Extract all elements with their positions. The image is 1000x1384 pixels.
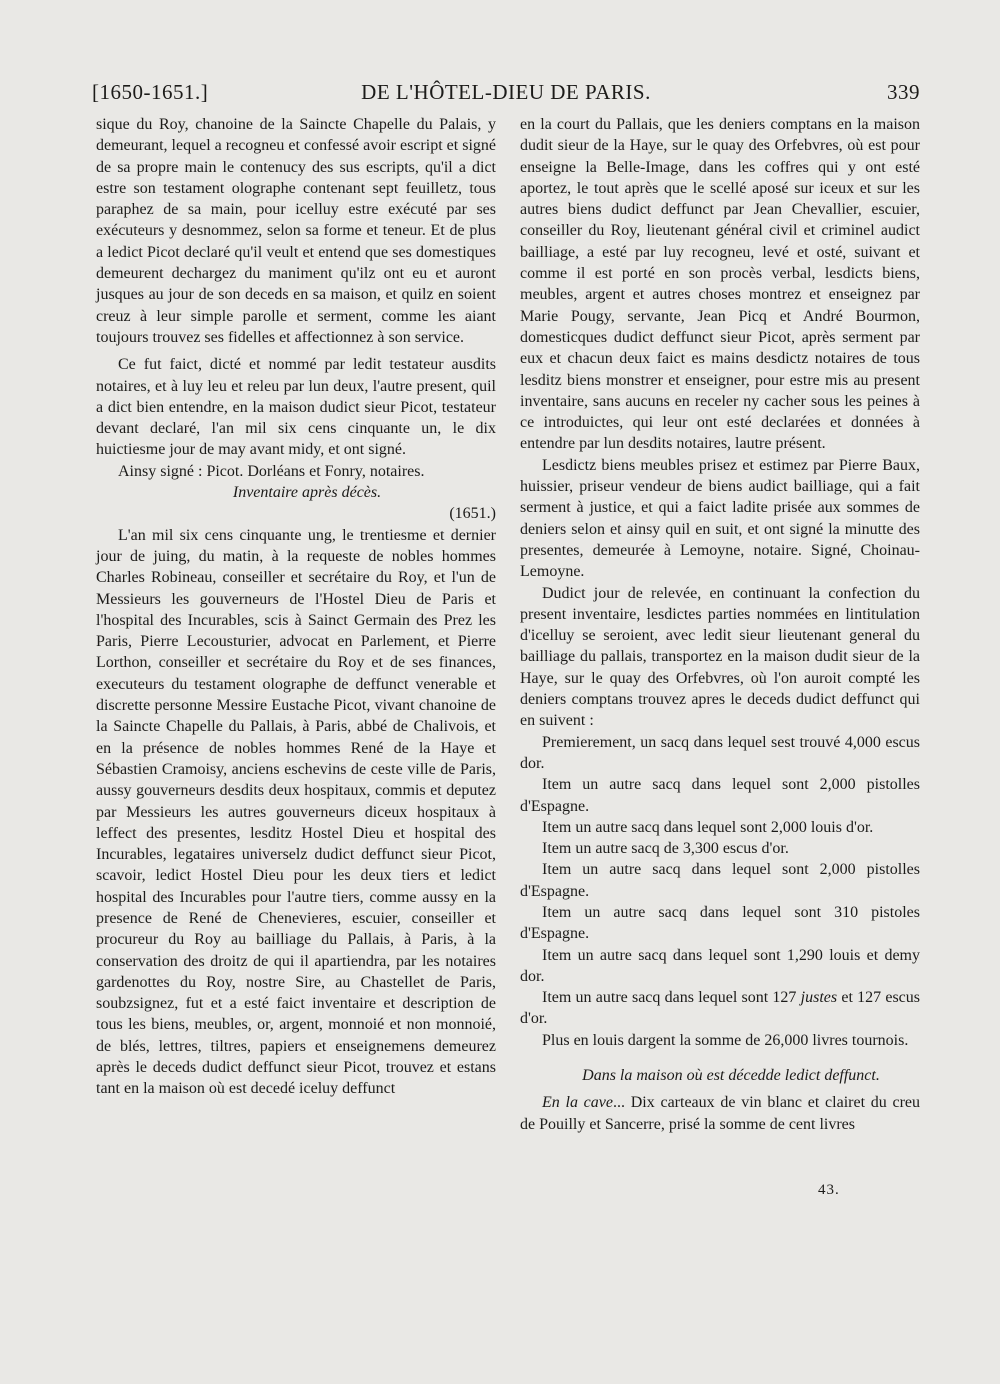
running-header	[92, 80, 920, 110]
paragraph: Ainsy signé : Picot. Dorléans et Fonry, notaires.	[118, 462, 425, 480]
paragraph: Ce fut faict, dicté et nommé par ledit testateur ausdits notaires, et à luy leu et releu par lun deux, l'autre present, quil a dict bien entendre, en la maison dudict sieur Picot, testateur devant declaré, l'an mil six cens cinquante un, le dix huictiesme jour de may avant midy, et ont signé.	[96, 356, 496, 459]
paragraph	[520, 987, 920, 1030]
paragraph: L'an mil six cens cinquante ung, le trentiesme et dernier jour de juing, du matin, à la requeste de nobles hommes Charles Robineau, conseiller et secrétaire du Roy, et l'un de Messieurs les gouverneurs de l'Hostel Dieu de Paris et l'hospital des Incurables, scis à Sainct Germain des Prez les Paris, Pierre Lecousturier, advocat en Parlement, et Pierre Lorthon, conseiller et secrétaire du Roy et de ses finances, executeurs du testament olographe de deffunct venerable et discrette personne Messire Eustache Picot, vivant chanoine de la Saincte Chapelle du Pallais, à Paris, abbé de Chalivois, et en la présence de nobles hommes René de la Haye et Sébastien Cramoisy, anciens eschevins de ceste ville de Paris, aussy gouverneurs desdits deux hospitaux, commis et deputez par Messieurs les autres gouverneurs diceux hospitaux à leffect des presentes, lesditz Hostel Dieu et hospital des Incurables, legataires universelz dudict deffunct sieur Picot, scavoir, ledict Hostel Dieu pour les deux tiers et ledict hospital des Incurables pour l'autre tiers, comme aussy en la presence de René de Chenevieres, escuier, conseiller et procureur du Roy au bailliage du Pallais, à Paris, à la conservation des droitz de qui il apartiendra, par les notaires gardenottes du Roy, nostre Sire, au Chastellet de Paris, soubzsignez, fut et a esté faict inventaire et description de tous les biens, meubles, or, argent, monnoié et non monnoié, de blés, lettres, tiltres, papiers et enseignemens demeurez après le deceds dudict deffunct sieur Picot, trouvez et estans tant en la maison où est decedé iceluy deffunct	[96, 526, 496, 1098]
paragraph: sique du Roy, chanoine de la Saincte Chapelle du Palais, y demeurant, lequel a recogneu et confessé avoir escript et signé de sa propre main le contenucy des sus escripts, qu'il a dict estre son testament olographe contenant sept feuilletz, tous paraphez de sa main, pour icelluy estre exécuté par ses exécuteurs y desnommez, selon sa forme et teneur. Et de plus a ledict Picot declaré qu'il veult et entend que ses domestiques demeurent dechargez du maniment qu'ilz ont eu et auront jusques au jour de son deceds en sa maison, et quilz en soient creuz à leur simple parolle et serment, comme les aiant toujours trouvez ses fidelles et affectionnez à son service.	[96, 116, 496, 346]
paragraph: Premierement, un sacq dans lequel sest trouvé 4,000 escus dor.	[520, 733, 920, 772]
paragraph	[520, 1092, 920, 1135]
right-column	[520, 114, 920, 1135]
paragraph: Item un autre sacq dans lequel sont 2,000 pistolles d'Espagne.	[520, 776, 920, 815]
header-date-range: [1650-1651.]	[92, 80, 209, 104]
paragraph: Item un autre sacq dans lequel sont 1,290 louis et demy dor.	[520, 946, 920, 985]
italic-word: justes	[800, 989, 838, 1007]
paragraph: Plus en louis dargent la somme de 26,000 livres tournois.	[542, 1031, 909, 1049]
paragraph: Lesdictz biens meubles prisez et estimez par Pierre Baux, huissier, priseur vendeur de biens audict bailliage, qui a fait serment à justice, et qui a faict ladite prisée aux sommes de deniers selon et ainsy quil en suit, et ont signé la minutte des presentes, demeurée à Lemoyne, notaire. Signé, Choinau-Lemoyne.	[520, 456, 920, 581]
paragraph: Dudict jour de relevée, en continuant la confection du present inventaire, lesdictes parties nommées en lintitulation d'icelluy se seroient, avec ledit sieur lieutenant general du bailliage du pallais, transportez en la maison dudit sieur de la Haye, sur le quay des Orfebvres, où l'on auroit compté les deniers comptans trouvez apres le deceds dudict deffunct qui en suivent :	[520, 584, 920, 730]
header-title: DE L'HÔTEL-DIEU DE PARIS.	[361, 80, 651, 104]
paragraph: Item un autre sacq dans lequel sont 310 pistoles d'Espagne.	[520, 903, 920, 943]
paragraph: Item un autre sacq de 3,300 escus d'or.	[542, 840, 789, 858]
section-date: (1651.)	[449, 505, 496, 523]
left-column	[96, 114, 496, 1100]
paragraph: Item un autre sacq dans lequel sont 2,000 pistolles d'Espagne.	[520, 861, 920, 900]
italic-word: En la cave	[542, 1094, 613, 1112]
section-heading: Inventaire après décès.	[232, 484, 382, 502]
paragraph: Item un autre sacq dans lequel sont 2,000 louis d'or.	[542, 818, 874, 836]
paragraph: en la court du Pallais, que les deniers comptans en la maison dudit sieur de la Haye, sur le quay des Orfebvres, où est pour enseigne la Belle-Image, dans les coffres qui y ont esté aportez, le tout après que le scellé aposé sur iceux et sur les autres biens dudict deffunct par Jean Chevallier, escuier, conseiller du Roy, lieutenant général civil et criminel audict bailliage, a esté par luy recogneu, levé et osté, suivant et comme il est porté en son procès verbal, lesdicts biens, meubles, argent et autres choses montrez et enseignez par Marie Pougy, servante, Jean Picq et André Bourmon, domesticques dudict deffunct sieur Picot, après serment par eux et chacun deux faict es mains desdictz notaires de tous lesditz biens monstrer et enseigner, pour estre mis au present inventaire, sans aucuns en receler ny cacher sous les peines à ce introduictes, qui leur ont esté declarées et données à entendre par lun desdits notaires, lautre présent.	[520, 116, 920, 453]
signature-mark: 43.	[818, 1182, 840, 1198]
text-run: ... Dix carteaux de vin blanc et clairet du creu de Pouilly et Sancerre, prisé la somme de cent livres	[520, 1094, 921, 1133]
page-number: 339	[887, 80, 920, 104]
text-run: Item un autre sacq dans lequel sont 127	[542, 989, 801, 1007]
section-heading: Dans la maison où est décedde ledict deffunct.	[582, 1067, 880, 1085]
text-run: et 127 escus d'or.	[520, 989, 920, 1028]
